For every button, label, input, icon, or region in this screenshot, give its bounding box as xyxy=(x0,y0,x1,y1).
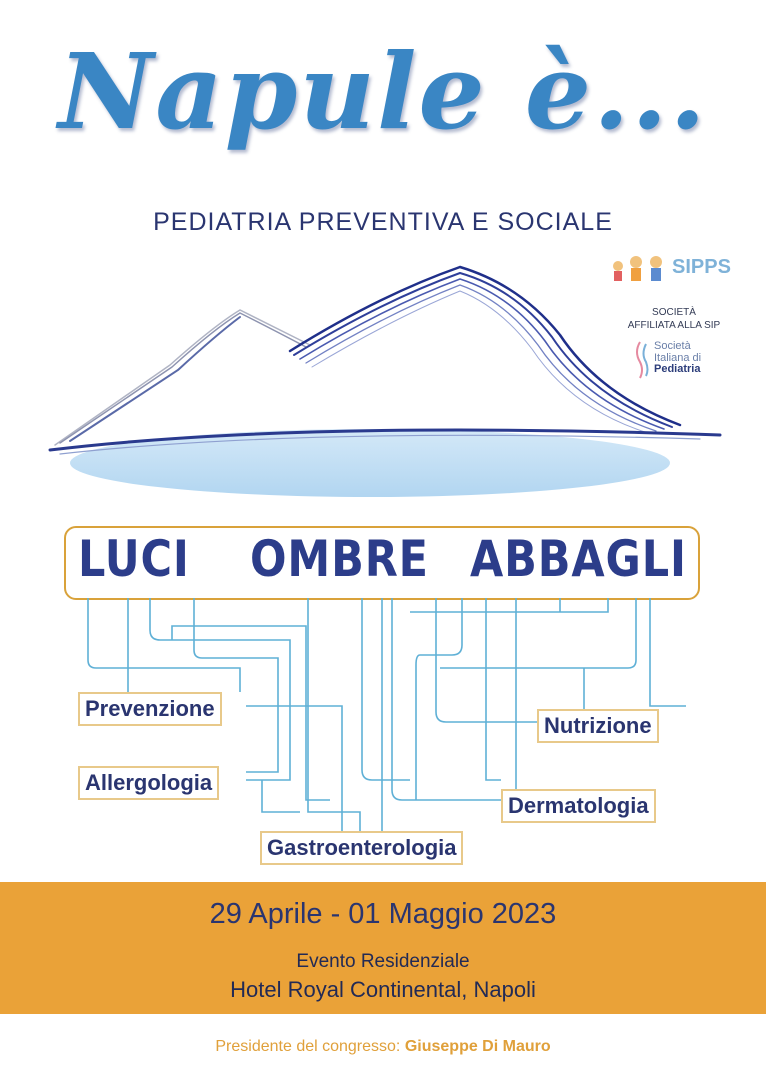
connector-line xyxy=(78,598,128,706)
connector-line xyxy=(392,598,501,800)
affiliate-line-2: AFFILIATA ALLA SIP xyxy=(627,320,721,331)
affiliate-line-1: SOCIETÀ xyxy=(652,307,696,318)
sipps-logo-text: SIPPS xyxy=(672,256,731,278)
connector-line xyxy=(88,598,240,692)
president-label: Presidente del congresso: xyxy=(215,1038,401,1055)
headline-word-luci: LUCI xyxy=(78,530,190,588)
connector-line xyxy=(486,598,501,780)
topic-prevenzione: Prevenzione xyxy=(78,692,222,726)
event-subtitle: PEDIATRIA PREVENTIVA E SOCIALE xyxy=(153,208,613,236)
sip-logo-line-2: Italiana di xyxy=(654,352,702,364)
event-venue: Hotel Royal Continental, Napoli xyxy=(230,977,536,1002)
topic-nutrizione: Nutrizione xyxy=(537,709,659,743)
event-dates: 29 Aprile - 01 Maggio 2023 xyxy=(209,898,557,930)
congress-president xyxy=(0,1038,766,1056)
headline-word-abbagli: ABBAGLI xyxy=(470,530,687,588)
event-type: Evento Residenziale xyxy=(296,951,470,972)
sip-logo-line-3: Pediatria xyxy=(654,363,701,375)
connector-line xyxy=(308,598,360,831)
topic-allergologia: Allergologia xyxy=(78,766,219,800)
topic-dermatologia: Dermatologia xyxy=(501,789,656,823)
connector-line xyxy=(650,598,686,706)
president-name: Giuseppe Di Mauro xyxy=(404,1038,551,1055)
headline-word-ombre: OMBRE xyxy=(250,530,429,588)
topic-gastroenterologia: Gastroenterologia xyxy=(260,831,463,865)
connector-line xyxy=(416,598,462,800)
connector-line xyxy=(194,598,278,772)
connector-line xyxy=(440,598,636,668)
sip-logo-line-1: Società xyxy=(654,340,691,352)
connector-line xyxy=(262,780,300,812)
connector-line xyxy=(362,598,410,780)
event-title: Napule è... xyxy=(58,30,708,153)
connector-line xyxy=(410,598,608,612)
